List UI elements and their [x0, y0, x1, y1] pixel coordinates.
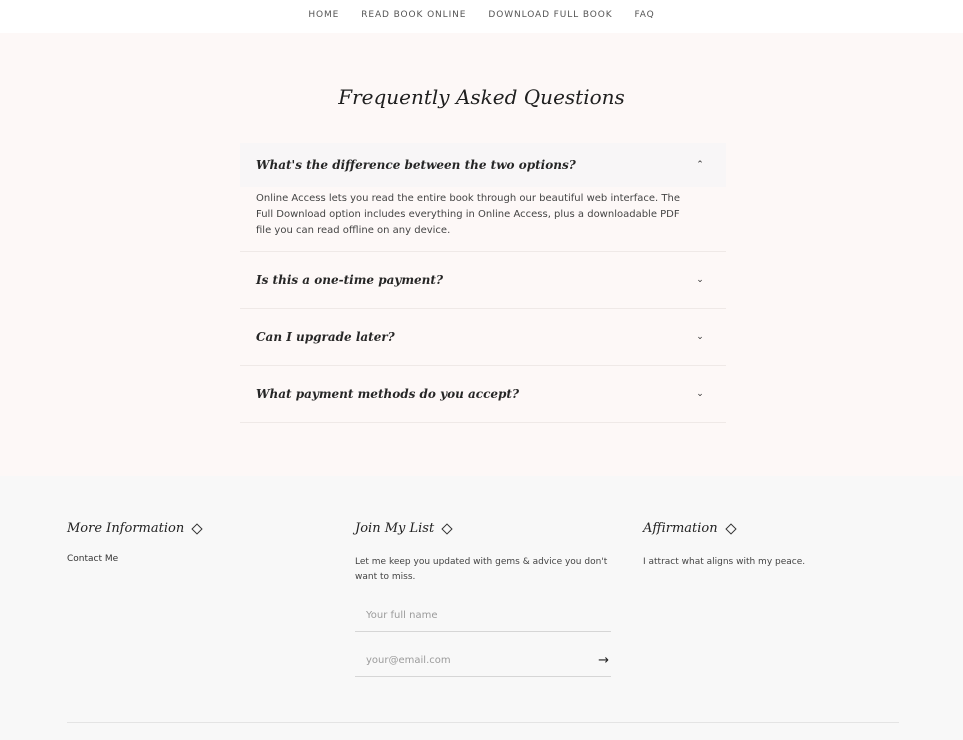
faq-question-text: Can I upgrade later? [256, 330, 395, 344]
affirmation-heading [643, 521, 805, 536]
nav-home-link[interactable]: HOME [308, 9, 340, 20]
faq-question-toggle[interactable] [240, 143, 726, 187]
faq-question-text: What payment methods do you accept? [256, 387, 519, 401]
subscribe-submit-button[interactable] [598, 653, 609, 668]
diamond-icon [192, 523, 203, 534]
top-nav [0, 0, 963, 33]
join-heading-text: Join My List [355, 521, 435, 536]
footer-affirmation [643, 521, 805, 570]
nav-download-link[interactable]: DOWNLOAD FULL BOOK [488, 9, 613, 20]
faq-question-text: What's the difference between the two options? [256, 158, 576, 172]
chevron-down-icon: ⌄ [696, 275, 704, 285]
faq-question-toggle[interactable] [240, 252, 726, 308]
faq-question-toggle[interactable] [240, 309, 726, 365]
more-info-heading [67, 521, 201, 536]
footer-divider [67, 722, 899, 723]
full-name-field-wrap [355, 599, 611, 632]
faq-question-text: Is this a one-time payment? [256, 273, 443, 287]
faq-title: Frequently Asked Questions [338, 85, 625, 109]
full-name-input[interactable] [355, 610, 586, 621]
faq-question-toggle[interactable] [240, 366, 726, 422]
more-info-heading-text: More Information [67, 521, 185, 536]
email-field-wrap [355, 644, 611, 677]
faq-item [240, 252, 726, 309]
footer-more-info [67, 521, 201, 564]
join-heading [355, 521, 611, 536]
nav-read-online-link[interactable]: READ BOOK ONLINE [361, 9, 467, 20]
faq-item [240, 309, 726, 366]
affirmation-text: I attract what aligns with my peace. [643, 557, 806, 567]
affirmation-heading-text: Affirmation [643, 521, 718, 536]
chevron-down-icon: ⌄ [696, 389, 704, 399]
arrow-right-icon: → [598, 653, 609, 668]
diamond-icon [725, 523, 736, 534]
contact-me-link[interactable]: Contact Me [67, 554, 119, 564]
faq-section [0, 33, 963, 476]
email-input[interactable] [355, 655, 586, 666]
nav-faq-link[interactable]: FAQ [634, 9, 655, 20]
faq-item [240, 143, 726, 252]
join-description: Let me keep you updated with gems & advice you don't want to miss. [355, 557, 608, 582]
footer [0, 476, 963, 740]
faq-list [240, 143, 726, 423]
chevron-up-icon: ⌃ [696, 160, 704, 170]
faq-answer-text: Online Access lets you read the entire book through our beautiful web interface. The Full Download option includes everything in Online Access, plus a downloadable PDF file you can read offline on any device. [256, 193, 681, 236]
faq-item [240, 366, 726, 423]
footer-join-list [355, 521, 611, 677]
diamond-icon [442, 523, 453, 534]
chevron-down-icon: ⌄ [696, 332, 704, 342]
